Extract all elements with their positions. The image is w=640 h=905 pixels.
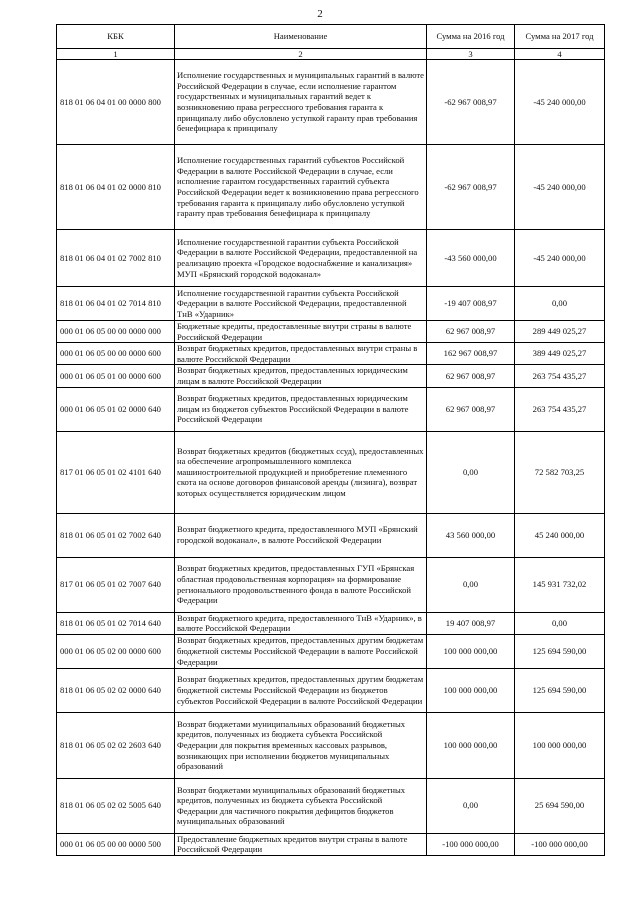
row-sum-2016: 0,00: [427, 557, 515, 612]
header-sum-2017: Сумма на 2017 год: [515, 25, 605, 49]
row-name: Исполнение государственной гарантии субъекта Российской Федерации в валюте Российской Федерации, предоставленной ТнВ «Ударник»: [175, 287, 427, 321]
row-kbk: 818 01 06 05 02 02 0000 640: [57, 668, 175, 712]
column-number: 1: [57, 49, 175, 60]
row-name: Исполнение государственной гарантии субъекта Российской Федерации в валюте Российской Федерации, предоставленной на реализацию проекта «Городское водоснабжение и канализация» МУП «Брянский городской водоканал»: [175, 230, 427, 287]
table-row: [57, 712, 605, 778]
column-number: 3: [427, 49, 515, 60]
row-sum-2017: 145 931 732,02: [515, 557, 605, 612]
row-sum-2017: 125 694 590,00: [515, 634, 605, 668]
row-kbk: 817 01 06 05 01 02 4101 640: [57, 431, 175, 513]
row-sum-2017: -45 240 000,00: [515, 145, 605, 230]
row-sum-2016: 62 967 008,97: [427, 365, 515, 387]
row-kbk: 818 01 06 05 01 02 7002 640: [57, 513, 175, 557]
row-name: Возврат бюджетных кредитов, предоставленных другим бюджетам бюджетной системы Российской Федерации из бюджетов субъектов Российской Федерации в валюте Российской Федерации: [175, 668, 427, 712]
row-sum-2016: -62 967 008,97: [427, 145, 515, 230]
row-name: Возврат бюджетного кредита, предоставленного ТнВ «Ударник», в валюте Российской Федерации: [175, 612, 427, 634]
row-sum-2017: 45 240 000,00: [515, 513, 605, 557]
row-name: Исполнение государственных и муниципальных гарантий в валюте Российской Федерации в случае, если исполнение гарантом государственных и муниципальных гарантий ведет к возникновению права регрессного требования гаранта к принципалу либо обусловлено уступкой гаранту прав требования бенефициара к принципалу: [175, 60, 427, 145]
row-sum-2016: -43 560 000,00: [427, 230, 515, 287]
header-sum-2016: Сумма на 2016 год: [427, 25, 515, 49]
row-kbk: 818 01 06 05 02 02 5005 640: [57, 778, 175, 833]
page-number: 2: [317, 8, 323, 20]
row-sum-2016: 43 560 000,00: [427, 513, 515, 557]
table-row: [57, 287, 605, 321]
row-name: Предоставление бюджетных кредитов внутри страны в валюте Российской Федерации: [175, 833, 427, 855]
column-number: 2: [175, 49, 427, 60]
row-kbk: 000 01 06 05 01 00 0000 600: [57, 365, 175, 387]
row-sum-2017: 25 694 590,00: [515, 778, 605, 833]
table-row: [57, 557, 605, 612]
row-sum-2017: -45 240 000,00: [515, 230, 605, 287]
row-kbk: 000 01 06 05 00 00 0000 000: [57, 321, 175, 343]
table-row: [57, 833, 605, 855]
row-sum-2017: 125 694 590,00: [515, 668, 605, 712]
row-kbk: 817 01 06 05 01 02 7007 640: [57, 557, 175, 612]
row-sum-2016: 62 967 008,97: [427, 321, 515, 343]
table-row: [57, 668, 605, 712]
row-sum-2017: -100 000 000,00: [515, 833, 605, 855]
header-kbk: КБК: [57, 25, 175, 49]
row-sum-2017: 263 754 435,27: [515, 387, 605, 431]
row-kbk: 818 01 06 04 01 02 0000 810: [57, 145, 175, 230]
row-kbk: 818 01 06 04 01 02 7002 810: [57, 230, 175, 287]
row-name: Возврат бюджетами муниципальных образований бюджетных кредитов, полученных из бюджета субъекта Российской Федерации для частичного покрытия дефицитов бюджетов муниципальных образований: [175, 778, 427, 833]
row-sum-2017: 72 582 703,25: [515, 431, 605, 513]
row-kbk: 000 01 06 05 02 00 0000 600: [57, 634, 175, 668]
header-name: Наименование: [175, 25, 427, 49]
row-name: Возврат бюджетных кредитов, предоставленных юридическим лицам в валюте Российской Федерации: [175, 365, 427, 387]
row-sum-2016: 62 967 008,97: [427, 387, 515, 431]
row-sum-2017: 289 449 025,27: [515, 321, 605, 343]
row-sum-2016: 100 000 000,00: [427, 712, 515, 778]
column-number: 4: [515, 49, 605, 60]
table-header: [57, 25, 605, 60]
row-sum-2017: 100 000 000,00: [515, 712, 605, 778]
row-sum-2017: 263 754 435,27: [515, 365, 605, 387]
table-row: [57, 513, 605, 557]
row-sum-2016: 100 000 000,00: [427, 668, 515, 712]
row-sum-2017: 0,00: [515, 612, 605, 634]
row-name: Исполнение государственных гарантий субъектов Российской Федерации в валюте Российской Федерации в случае, если исполнение гарантом государственных гарантий субъекта Российской Федерации ведет к возникновению права регрессного требования гаранта к принципалу либо обусловлено уступкой гаранту прав требования бенефициара к принципалу: [175, 145, 427, 230]
row-name: Бюджетные кредиты, предоставленные внутри страны в валюте Российской Федерации: [175, 321, 427, 343]
row-sum-2016: 162 967 008,97: [427, 343, 515, 365]
row-name: Возврат бюджетных кредитов, предоставленных другим бюджетам бюджетной системы Российской Федерации в валюте Российской Федерации: [175, 634, 427, 668]
row-sum-2016: -62 967 008,97: [427, 60, 515, 145]
row-sum-2016: 0,00: [427, 778, 515, 833]
row-name: Возврат бюджетных кредитов (бюджетных ссуд), предоставленных на обеспечение агропромышленного комплекса машиностроительной продукцией и приобретение племенного скота на основе договоров финансовой аренды (лизинга), возврат которых осуществляется юридическим лицом: [175, 431, 427, 513]
row-sum-2016: 100 000 000,00: [427, 634, 515, 668]
table-row: [57, 778, 605, 833]
table-row: [57, 634, 605, 668]
table-row: [57, 387, 605, 431]
row-kbk: 818 01 06 04 01 02 7014 810: [57, 287, 175, 321]
table-row: [57, 343, 605, 365]
row-kbk: 000 01 06 05 00 00 0000 600: [57, 343, 175, 365]
row-sum-2017: 0,00: [515, 287, 605, 321]
row-sum-2016: 0,00: [427, 431, 515, 513]
row-kbk: 818 01 06 04 01 00 0000 800: [57, 60, 175, 145]
row-sum-2016: -100 000 000,00: [427, 833, 515, 855]
row-name: Возврат бюджетных кредитов, предоставленных внутри страны в валюте Российской Федерации: [175, 343, 427, 365]
row-name: Возврат бюджетных кредитов, предоставленных ГУП «Брянская областная продовольственная корпорация» на формирование регионального продовольственного фонда в валюте Российской Федерации: [175, 557, 427, 612]
row-sum-2017: 389 449 025,27: [515, 343, 605, 365]
row-kbk: 818 01 06 05 02 02 2603 640: [57, 712, 175, 778]
table-row: [57, 365, 605, 387]
table-row: [57, 612, 605, 634]
row-name: Возврат бюджетами муниципальных образований бюджетных кредитов, полученных из бюджета субъекта Российской Федерации для покрытия временных кассовых разрывов, возникающих при исполнении бюджетов муниципальных образований: [175, 712, 427, 778]
row-kbk: 000 01 06 05 00 00 0000 500: [57, 833, 175, 855]
row-name: Возврат бюджетных кредитов, предоставленных юридическим лицам из бюджетов субъектов Российской Федерации в валюте Российской Федерации: [175, 387, 427, 431]
table-row: [57, 145, 605, 230]
row-sum-2016: -19 407 008,97: [427, 287, 515, 321]
table-row: [57, 230, 605, 287]
row-name: Возврат бюджетного кредита, предоставленного МУП «Брянский городской водоканал», в валюте Российской Федерации: [175, 513, 427, 557]
budget-table: [56, 24, 605, 856]
table-row: [57, 60, 605, 145]
table-row: [57, 431, 605, 513]
table-row: [57, 321, 605, 343]
row-kbk: 000 01 06 05 01 02 0000 640: [57, 387, 175, 431]
row-sum-2016: 19 407 008,97: [427, 612, 515, 634]
table-body: [57, 60, 605, 856]
row-kbk: 818 01 06 05 01 02 7014 640: [57, 612, 175, 634]
row-sum-2017: -45 240 000,00: [515, 60, 605, 145]
